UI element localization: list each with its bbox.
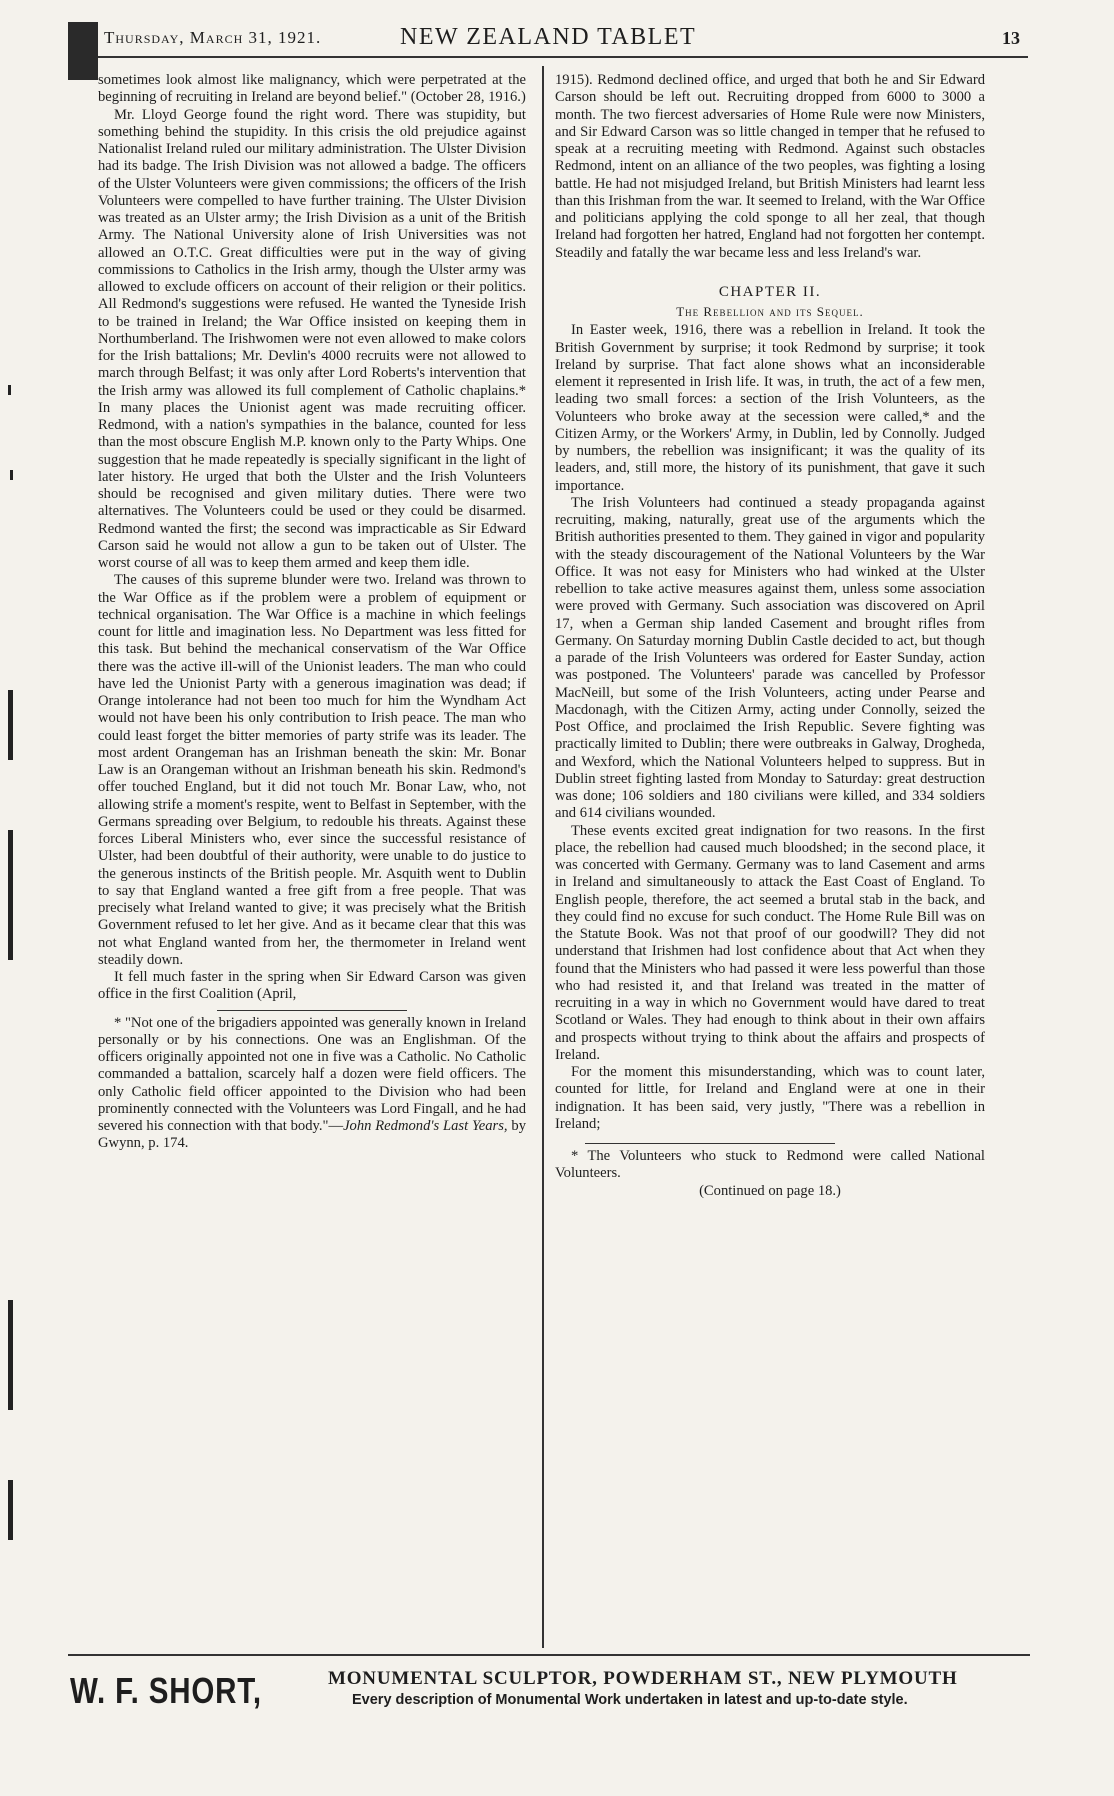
- left-paragraph-3: The causes of this supreme blunder were two. Ireland was thrown to the War Office as if the problem were a problem of equipment or technical organisation. The War Office is a machine in which feelings count for little and imagination less. No Department was less fitted for this task. But behind the mechanical conservatism of the War Office there was the active ill-will of the Unionist leaders. The man who could have led the Unionist Party with a generous imagination was dead; if Orange intolerance had not been too much for him the Wyndham Act would not have been his only contribution to Irish peace. The man who could least forget the bitter memories of party strife was its leader. The most ardent Orangeman has an Irishman beneath the skin: Mr. Bonar Law is an Orangeman without an Irishman beneath his skin. Redmond's offer touched England, but it did not touch Mr. Bonar Law, who, not allowing strife a moment's respite, went to Belfast in September, with the Germans spreading over Belgium, to redouble his threats. Against these forces Liberal Ministers who, ever since the successful resistance of Ulster, had been doubtful of their authority, were unable to do justice to the generous instincts of the British people. Mr. Asquith went to Dublin to say that England wanted a free gift from a free people. That was precisely what Ireland wanted to give; it was precisely what the British Government refused to let her give. And as it became clear that this was not what England wanted from her, the thermometer in Ireland went steadily down.: [98, 572, 527, 968]
- advert-name: W. F. SHORT,: [70, 1670, 262, 1711]
- column-rule: [542, 66, 544, 1648]
- advertisement: [70, 1664, 1030, 1724]
- footnote-citation-title: John Redmond's Last Years,: [343, 1118, 508, 1134]
- header-date: Thursday, March 31, 1921.: [104, 28, 322, 47]
- margin-mark: [8, 1480, 13, 1540]
- footnote-citation-rest: by Gwynn, p. 174.: [98, 1118, 526, 1152]
- margin-mark: [10, 470, 13, 480]
- masthead-title: NEW ZEALAND TABLET: [400, 24, 697, 50]
- right-paragraph-3: The Irish Volunteers had continued a steady propaganda against recruiting, making, naturally, great use of the arguments which the British authorities presented to them. They gained in vigor and popularity with the steady discouragement of the National Volunteers by the War Office. It was not easy for Ministers who had winked at the Ulster rebellion to take active measures against them, unless some association were proved with Germany. Such association was discovered on April 17, when a German ship landed Casement and brought rifles from Germany. On Saturday morning Dublin Castle decided to act, but though a parade of the Irish Volunteers was ordered for Easter Sunday, action was postponed. The Volunteers' parade was cancelled by Professor MacNeill, but some of the Irish Volunteers, acting under Pearse and Macdonagh, with the Citizen Army, acting under Connolly, seized the Post Office, and proclaimed the Irish Republic. Severe fighting was practically limited to Dublin; there were outbreaks in Galway, Drogheda, and Wexford, which the National Volunteers helped to suppress. But in Dublin street fighting lasted from Monday to Saturday: great destruction was done; 106 soldiers and 180 civilians were killed, and 334 soldiers and 614 civilians wounded.: [555, 494, 985, 822]
- margin-mark: [8, 830, 13, 960]
- right-footnote: * The Volunteers who stuck to Redmond were called National Volunteers.: [555, 1148, 985, 1182]
- margin-mark: [8, 385, 11, 395]
- advert-line-1: MONUMENTAL SCULPTOR, POWDERHAM ST., NEW PLYMOUTH: [328, 1668, 958, 1689]
- left-footnote-text: * "Not one of the brigadiers appointed was generally known in Ireland personally or by his connections. One was an Englishman. Of the officers originally appointed not one in five was a Catholic. No Catholic commanded a battalion, scarcely half a dozen were field officers. The only Catholic field officer appointed to the Division who had been prominently connected with the Volunteers was Lord Fingall, and he had severed his connection with that body.": [98, 1014, 526, 1134]
- left-column: [98, 72, 526, 1153]
- right-paragraph-4: These events excited great indignation for two reasons. In the first place, the rebellion had caused much bloodshed; in the second place, it was concerted with Germany. Germany was to land Casement and arms in Ireland and simultaneously to attack the East Coast of England. To English people, therefore, the act seemed a brutal stab in the back, and they could find no excuse for such conduct. The Home Rule Bill was on the Statute Book. Was not that proof of our goodwill? They did not understand that Irishmen had lost confidence about that Act when they found that the Ministers who had passed it were less powerful than those who had resisted it, and that Ireland was treated in the matter of recruiting in a way in which no Government would have dared to treat Scotland or Wales. They had enough to think about in their own affairs and prospects without trying to think about the affairs and prospects of Ireland.: [555, 822, 985, 1063]
- page-number: 13: [1002, 28, 1020, 48]
- right-paragraph-1: 1915). Redmond declined office, and urged that both he and Sir Edward Carson should be left out. Recruiting dropped from 6000 to 3000 a month. The two fiercest adversaries of Home Rule were now Ministers, and Sir Edward Carson was so little changed in temper that he refused to speak at a recruiting meeting with Redmond. Against such obstacles Redmond, intent on an alliance of the two peoples, was fighting a losing battle. He had not misjudged Ireland, but British Ministers had learnt less than this Irishman from the war. It seemed to Ireland, with the War Office and politicians applying the cold sponge to all her zeal, that though Ireland had forgotten her hatred, England had not forgotten her contempt. Steadily and fatally the war became less and less Ireland's war.: [555, 72, 985, 261]
- header-rule: [98, 56, 1028, 58]
- left-paragraph-2: Mr. Lloyd George found the right word. There was stupidity, but something behind the stupidity. In this crisis the old prejudice against Nationalist Ireland ruled our military administration. The Ulster Division had its badge. The Irish Division was not allowed a badge. The officers of the Ulster Volunteers were given commissions; the officers of the Irish Volunteers were compelled to have further training. The Ulster Division was treated as an Ulster army; the Irish Division as a unit of the British Army. The National University alone of Irish Universities was not allowed an O.T.C. Great difficulties were put in the way of giving commissions to Catholics in the Irish army, though the Ulster army was allowed to exclude officers on account of their religion or their politics. All Redmond's suggestions were refused. He wanted the Tyneside Irish to be trained in Ireland; the War Office insisted on keeping them in Northumberland. The Irishwomen were not even allowed to make colors for the Irish battalions; Mr. Devlin's 4000 recruits were not allowed to march through Belfast; it was only after Lord Roberts's intervention that the Irish army was allowed its full complement of Catholic chaplains.* In many places the Unionist agent was made recruiting officer. Redmond, with a nation's sympathies in the balance, counted for less than the most obscure English M.P. known only to the Party Whips. One suggestion that he made repeatedly is specially significant in the light of later history. He urged that both the Ulster and the Irish Volunteers should be recognised and given military duties. There were two alternatives. The Volunteers could be used or they could be disarmed. Redmond wanted the first; the second was impracticable as Sir Edward Carson said he would not allow a gun to be taken out of Ulster. The worst course of all was to keep them armed and keep them idle.: [98, 106, 526, 571]
- left-footnote: * "Not one of the brigadiers appointed was generally known in Ireland personally or by his connections. One was an Englishman. Of the officers originally appointed not one in five was a Catholic. No Catholic commanded a battalion, scarcely half a dozen were field officers. The only Catholic field officer appointed to the Division who had been prominently connected with the Volunteers was Lord Fingall, and he had severed his connection with that body."—John Redmond's Last Years, by Gwynn, p. 174.: [98, 1014, 526, 1152]
- chapter-subtitle: The Rebellion and its Sequel.: [676, 304, 864, 319]
- right-paragraph-5: For the moment this misunderstanding, which was to count later, counted for little, for Ireland and England were at one in their indignation. It has been said, very justly, "There was a rebellion in Ireland;: [555, 1064, 985, 1132]
- right-paragraph-2: In Easter week, 1916, there was a rebellion in Ireland. It took the British Government by surprise; it took Redmond by surprise; it took Ireland by surprise. That fact alone shows what an inconsiderable element it represented in Irish life. It was, in truth, the act of a few men, leading two small forces: a section of the Irish Volunteers, as the Volunteers who broke away at the secession were called,* and the Citizen Army, or the Workers' Army, in Dublin, led by Connolly. Judged by numbers, the rebellion was insignificant; it was the quality of its leaders, and, still more, the history of its punishment, that gave it such importance.: [555, 322, 985, 494]
- advert-line-2: Every description of Monumental Work undertaken in latest and up-to-date style.: [352, 1692, 908, 1708]
- left-paragraph-4: It fell much faster in the spring when Sir Edward Carson was given office in the first Coalition (April,: [98, 969, 526, 1003]
- left-margin-bar: [68, 22, 98, 80]
- left-paragraph-1: sometimes look almost like malignancy, which were perpetrated at the beginning of recruiting in Ireland are beyond belief." (October 28, 1916.): [98, 72, 526, 106]
- footnote-rule-left: [217, 1010, 407, 1011]
- margin-mark: [8, 1300, 13, 1410]
- footnote-rule-right: [585, 1143, 835, 1144]
- advert-rule: [68, 1654, 1030, 1656]
- margin-mark: [8, 690, 13, 760]
- page-header: [100, 24, 1020, 54]
- right-column: [555, 72, 985, 1200]
- chapter-heading: CHAPTER II.: [718, 283, 822, 300]
- continued-note: (Continued on page 18.): [699, 1182, 841, 1199]
